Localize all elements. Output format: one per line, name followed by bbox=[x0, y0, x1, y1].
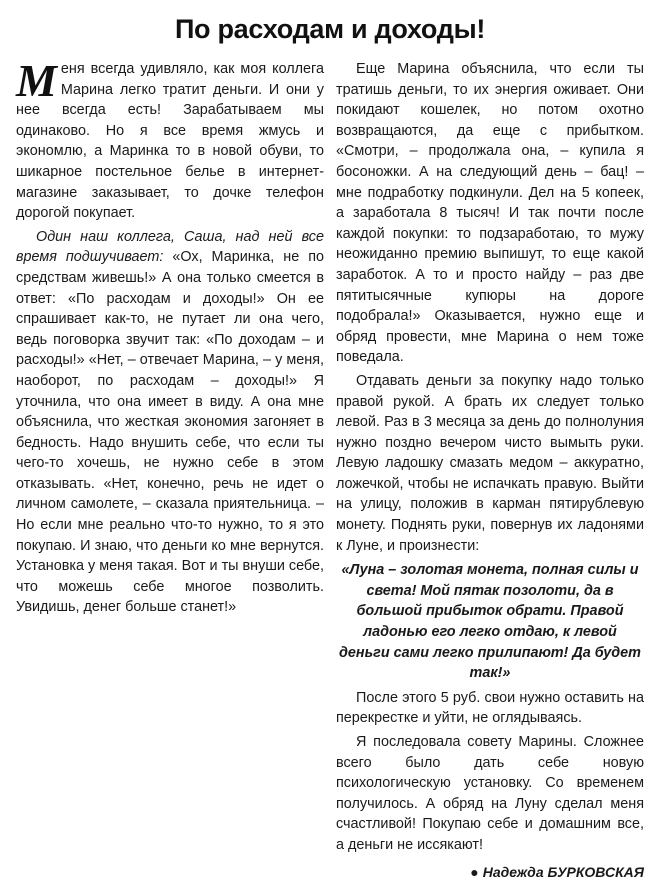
author-name: Надежда БУРКОВСКАЯ bbox=[482, 863, 644, 880]
paragraph-ritual: Отдавать деньги за покупку надо только правой рукой. А брать их следует только левой. Раз в 3 месяца за день до полнолуния нужно поздно вечером чисто вымыть руки. Левую ладошку смазать медом – аккуратно, ложечкой, чтобы не испачкать правую. Выйти на улицу, положив в карман пятирублевую монету. Поднять руки, повернув их ладонями к Луне, и произнести: bbox=[336, 372, 644, 554]
signature-bullet-icon: ● bbox=[470, 863, 479, 880]
drop-cap: М bbox=[16, 55, 57, 106]
author-signature bbox=[336, 862, 644, 882]
paragraph-colleague-lead: Один наш коллега, Саша, над ней все время подшучивает: bbox=[16, 228, 324, 266]
paragraph-colleague bbox=[16, 227, 324, 618]
paragraph-after: После этого 5 руб. свои нужно оставить на перекрестке и уйти, не оглядываясь. bbox=[336, 689, 644, 727]
left-column bbox=[16, 55, 325, 882]
paragraph-intro bbox=[16, 55, 324, 224]
article-title: По расходам и доходы! bbox=[174, 14, 486, 44]
paragraph-energy: Еще Марина объяснила, что если ты тратишь деньги, то их энергия оживает. Они покидают кошелек, но потом охотно возвращаются, да еще с прибытком. «Смотри, – продолжала она, – купила я босоножки. А на следующий день – бац! – мне подработку подкинули. Дел на 5 копеек, а заработала 8 тысяч! И так почти после каждой покупки: то подзаработаю, то мужу неожиданно премию выпишут, то еще какой заработок. А то и просто найду – раз две пятитысячные купюры на дороге подобрала!» Оказывается, нужно еще и обряд провести, мне Марина о нем тоже поведала. bbox=[336, 61, 644, 366]
right-column bbox=[336, 59, 644, 882]
article-columns bbox=[16, 55, 644, 882]
paragraph-colleague-text: «Ох, Маринка, не по средствам живешь!» А она только смеется в ответ: «По расходам и доходы!» Он ее спрашивает как-то, не путает ли она чего, ведь поговорка звучит так: «По доходам – и расходы!» «Нет, – отвечает Марина, – у меня, наоборот, по расходам – доходы!» Я уточнила, что она имеет в виду. А она мне объяснила, что жесткая экономия загоняет в бедность. Надо внушить себе, что если ты чего-то хочешь, не нужно себе в этом отказывать. «Нет, конечно, речь не идет о личном самолете, – сказала приятельница. – Но если мне реально что-то нужно, то я это покупаю. И знаю, что деньги ко мне вернутся. Установка у меня такая. Вот и ты внуши себе, что можешь себе многое позволить. Увидишь, денег больше станет!» bbox=[16, 249, 325, 616]
ritual-incantation: «Луна – золотая монета, полная силы и света! Мой пятак позолоти, да в большой прибыток обрати. Правой ладонью его легко отдаю, к левой деньги сами легко прилипают! Да будет так!» bbox=[339, 562, 641, 682]
paragraph-intro-text: еня всегда удивляло, как моя коллега Марина легко тратит деньги. И они у нее всегда есть! Зарабатываем мы одинаково. Но я все время жмусь и экономлю, а Маринка то в новой обуви, то шикарное постельное белье в интернет-магазине заказывает, то дочке телефон дорогой покупает. bbox=[16, 61, 324, 222]
paragraph-conclusion: Я последовала совету Марины. Сложнее всего было дать себе новую психологическую установку. Со временем получилось. А обряд на Луну сделал меня счастливой! Покупаю себе и домашним все, а деньги не иссякают! bbox=[336, 734, 644, 853]
